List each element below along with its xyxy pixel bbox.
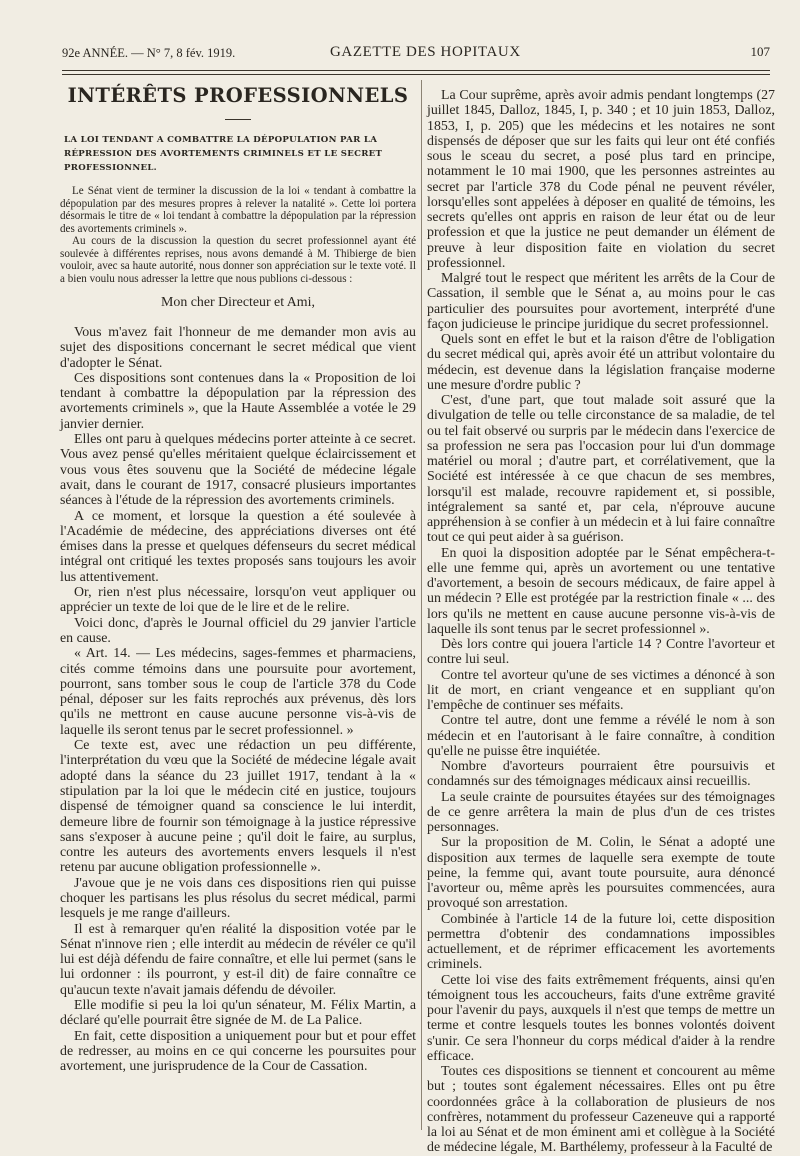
paragraph: Nombre d'avorteurs pourraient être poursuivis et condamnés sur des témoignages médicaux ainsi recueillis. <box>427 759 775 790</box>
paragraph: C'est, d'une part, que tout malade soit assuré que la divulgation de telle ou telle circonstance de sa maladie, de tel ou tel fait observé ou surpris par le médecin dans l'exercice de sa profession ne sera pas l'occasion pour lui d'un dommage matériel ou moral ; d'autre part, et corrélativement, que la Société est intéressée à ce que chacun de ses membres, lorsqu'il est malade, recouvre rapidement et, si possible, intégralement sa santé et, par cela, n'éprouve aucune appréhension à se confier à un médecin et à lui faire connaître tout ce qui peut aider à sa guérison. <box>427 393 775 546</box>
paragraph: Toutes ces dispositions se tiennent et concourent au même but ; toutes sont également nécessaires. Elles ont pu être coordonnées grâce à la collaboration de plusieurs de nos confrères, notamment du professeur Cazeneuve qui a rapporté la loi au Sénat et de mon éminent ami et collègue à la Société de médecine légale, M. Barthélemy, professeur à la Faculté de <box>427 1064 775 1156</box>
editor-intro <box>60 185 416 285</box>
paragraph: La Cour suprême, après avoir admis pendant longtemps (27 juillet 1845, Dalloz, 1845, I, p. 340 ; et 10 juin 1853, Dalloz, 1853, I, p. 205) que les médecins et les notaires ne sont dispensés de déposer que sur les faits qui leur ont été confiés sous le sceau du secret, a posé plus tard en principe, notamment le 10 mai 1900, que les personnes astreintes au secret par l'article 378 du Code pénal ne peuvent révéler, lorsqu'elles sont appelées à déposer en qualité de témoins, les secrets qu'elles ont appris en raison de leur état ou de leur profession et que la justice ne peut demander un élément de preuve à leur disposition faite en violation du secret professionnel. <box>427 88 775 271</box>
paragraph: Combinée à l'article 14 de la future loi, cette disposition permettra d'obtenir des condamnations impossibles actuellement, et de réprimer efficacement les avortements criminels. <box>427 911 775 973</box>
paragraph: Voici donc, d'après le Journal officiel du 29 janvier l'article en cause. <box>60 615 416 646</box>
paragraph: A ce moment, et lorsque la question a été soulevée à l'Académie de médecine, des appréciations diverses ont été émises dans la presse et quelques défenseurs du secret médical intégral ont critiqué les textes proposés sans toujours les avoir lus attentivement. <box>60 508 416 585</box>
paragraph: Ces dispositions sont contenues dans la « Proposition de loi tendant à combattre la dépopulation par la répression des avortements criminels », que la Haute Assemblée a votée le 29 janvier dernier. <box>60 370 416 432</box>
letter-body-left <box>60 325 416 1075</box>
page-header <box>62 44 770 64</box>
intro-paragraph: Au cours de la discussion la question du secret professionnel ayant été soulevée à différentes reprises, nous avons demandé à M. Thibierge de bien vouloir, avec sa haute autorité, nous donner son appréciation sur le texte voté. Il a bien voulu nous adresser la lettre que nous publions ci-dessous : <box>60 235 416 285</box>
page-number: 107 <box>750 44 770 59</box>
right-column <box>427 88 775 1156</box>
paragraph: En quoi la disposition adoptée par le Sénat empêchera-t-elle une femme qui, après un avortement ou une tentative d'avortement, a besoin de secours médicaux, de faire appel à un médecin ? Elle est protégée par la restriction finale « ... des lors qu'ils ne mettent en cause aucune personne vis-à-vis de laquelle ils sont tenus par le secret professionnel ». <box>427 545 775 637</box>
paragraph: Elles ont paru à quelques médecins porter atteinte à ce secret. Vous avez pensé qu'elles méritaient quelque éclaircissement et vous vous êtes souvenu que la Société de médecine légale avait, dans le courant de 1917, consacré plusieurs importantes séances à l'étude de la répression des avortements criminels. <box>60 432 416 509</box>
paragraph: Contre tel avorteur qu'une de ses victimes a dénoncé à son lit de mort, en criant vengeance et en suppliant qu'on l'empêche de continuer ses méfaits. <box>427 667 775 713</box>
left-column <box>60 84 416 1075</box>
header-rule <box>62 70 770 71</box>
salutation: Mon cher Directeur et Ami, <box>161 295 315 310</box>
paragraph: Elle modifie si peu la loi qu'un sénateur, M. Félix Martin, a déclaré qu'elle pourrait être signée de M. de La Palice. <box>60 998 416 1029</box>
paragraph: Dès lors contre qui jouera l'article 14 ? Contre l'avorteur et contre lui seul. <box>427 637 775 668</box>
paragraph: Malgré tout le respect que méritent les arrêts de la Cour de Cassation, il semble que le Sénat a, au moins pour le cas particulier des poursuites pour avortement, interprété d'une façon judicieuse le principe juridique du secret professionnel. <box>427 271 775 332</box>
paragraph: La seule crainte de poursuites étayées sur des témoignages de ce genre arrêtera la main de plus d'un de ces tristes personnages. <box>427 789 775 835</box>
paragraph: Cette loi vise des faits extrêmement fréquents, ainsi qu'en témoignent tous les accoucheurs, faits d'une extrême gravité pour l'avenir du pays, auxquels il n'est que temps de mettre un terme et contre lesquels toutes les bonnes volontés doivent s'unir. Ce sera l'honneur du corps médical d'aider à la rendre efficace. <box>427 972 775 1064</box>
paragraph: Sur la proposition de M. Colin, le Sénat a adopté une disposition aux termes de laquelle sera exempte de toute peine, la femme qui, avant toute poursuite, aura dénoncé l'avorteur ou, même après les poursuites commencées, aura provoqué son arrestation. <box>427 835 775 912</box>
paragraph: Il est à remarquer qu'en réalité la disposition votée par le Sénat n'innove rien ; elle interdit au médecin de révéler ce qu'il lui est déjà défendu de faire connaître, et elle lui permet (sans le lui ordonner : ils pourront, y est-il dit) de faire connaître ce qu'aucun texte n'avait jamais défendu de dévoiler. <box>60 921 416 998</box>
paragraph: Vous m'avez fait l'honneur de me demander mon avis au sujet des dispositions concernant le secret médical que vient d'adopter le Sénat. <box>60 325 416 371</box>
paragraph: Or, rien n'est plus nécessaire, lorsqu'on veut appliquer ou apprécier un texte de loi que de le lire et de le relire. <box>60 585 416 616</box>
quoted-article: « Art. 14. — Les médecins, sages-femmes et pharmaciens, cités comme témoins dans une poursuite pour avortement, pourront, sans tomber sous le coup de l'article 378 du Code pénal, déposer sur les faits reprochés aux prévenus, dès lors qu'ils ne mettront en cause aucune personne vis-à-vis de laquelle ils seront tenus par le secret professionnel. » <box>60 646 416 738</box>
column-divider <box>421 80 422 1130</box>
paragraph: Ce texte est, avec une rédaction un peu différente, l'interprétation du vœu que la Société de médecine légale avait adopté dans la séance du 23 juillet 1917, tendant à la « stipulation par la loi que le médecin cité en justice, toujours dispensé de témoigner quand sa conscience le lui interdit, demeure libre de fournir son témoignage à la justice répressive sans s'exposer à aucune peine ; qu'il doit le faire, au surplus, contre les auteurs des avortements envers lesquels il n'est retenu par aucune obligation professionnelle ». <box>60 738 416 876</box>
paragraph: En fait, cette disposition a uniquement pour but et pour effet de redresser, au moins en ce qui concerne les poursuites pour avortement, une jurisprudence de la Cour de Cassation. <box>60 1028 416 1075</box>
journal-title: GAZETTE DES HOPITAUX <box>330 44 521 60</box>
intro-paragraph: Le Sénat vient de terminer la discussion de la loi « tendant à combattre la dépopulation par des mesures propres à relever la natalité ». Cette loi portera désormais le titre de « loi tendant à combattre la dépopulation par la répression des avortements criminels ». <box>60 185 416 235</box>
article-title: LA LOI TENDANT A COMBATTRE LA DÉPOPULATION PAR LA RÉPRESSION DES AVORTEMENTS CRIMINELS ET LE SECRET PROFESSIONNEL. <box>64 135 383 173</box>
paragraph: Contre tel autre, dont une femme a révélé le nom à son médecin et en l'autorisant à le faire connaître, à condition qu'elle ne puisse être inquiétée. <box>427 713 775 759</box>
section-title: INTÉRÊTS PROFESSIONNELS <box>67 84 409 107</box>
paragraph: J'avoue que je ne vois dans ces dispositions rien qui puisse choquer les partisans les plus résolus du secret médical, parmi lesquels je me range d'ailleurs. <box>60 875 416 922</box>
title-rule <box>225 119 251 120</box>
paragraph: Quels sont en effet le but et la raison d'être de l'obligation du secret médical qui, après avoir été un attribut volontaire du médecin, est devenue dans la législation française moderne une mesure d'ordre public ? <box>427 332 775 393</box>
header-rule <box>62 74 770 75</box>
issue-info: 92e ANNÉE. — N° 7, 8 fév. 1919. <box>62 46 236 60</box>
